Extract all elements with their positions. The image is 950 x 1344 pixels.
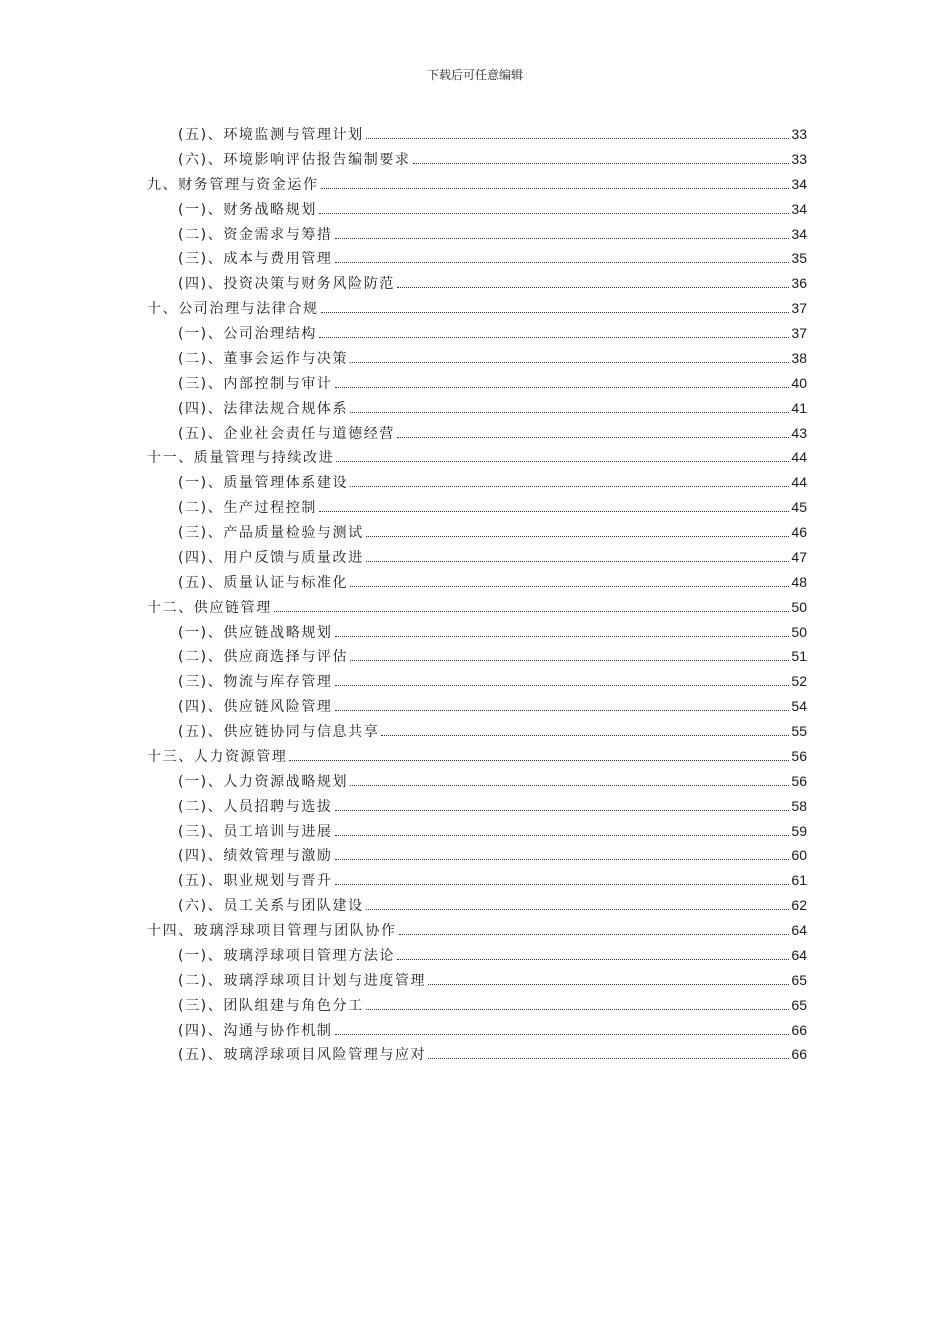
toc-entry[interactable] bbox=[147, 273, 807, 298]
toc-entry[interactable] bbox=[147, 671, 807, 696]
toc-entry-label: 十二、供应链管理 bbox=[147, 599, 272, 616]
toc-entry[interactable] bbox=[147, 870, 807, 895]
toc-entry-page-number: 34 bbox=[791, 225, 807, 242]
table-of-contents bbox=[147, 124, 807, 1069]
toc-entry-page-number: 64 bbox=[791, 922, 807, 938]
toc-entry-page-number: 41 bbox=[791, 399, 807, 416]
toc-entry[interactable] bbox=[147, 447, 807, 472]
toc-entry[interactable] bbox=[147, 970, 807, 995]
toc-entry-label: (一)、质量管理体系建设 bbox=[178, 475, 349, 492]
toc-entry[interactable] bbox=[147, 895, 807, 920]
toc-entry-page-number: 44 bbox=[791, 474, 807, 491]
toc-entry-label: (三)、员工培训与进展 bbox=[178, 823, 333, 840]
toc-entry-page-number: 59 bbox=[791, 822, 807, 839]
toc-dot-leader bbox=[366, 561, 790, 562]
toc-entry[interactable] bbox=[147, 149, 807, 174]
toc-entry[interactable] bbox=[147, 1044, 807, 1069]
toc-entry-page-number: 35 bbox=[791, 250, 807, 267]
toc-dot-leader bbox=[350, 412, 789, 413]
toc-entry-page-number: 54 bbox=[791, 698, 807, 715]
toc-entry[interactable] bbox=[147, 298, 807, 323]
toc-entry-page-number: 43 bbox=[791, 424, 807, 441]
toc-entry-page-number: 40 bbox=[791, 374, 807, 391]
toc-entry-label: (三)、团队组建与角色分工 bbox=[178, 997, 364, 1014]
toc-entry-label: (六)、员工关系与团队建设 bbox=[178, 898, 364, 915]
toc-entry-label: (五)、职业规划与晋升 bbox=[178, 873, 333, 890]
toc-entry-label: (一)、供应链战略规划 bbox=[178, 624, 333, 641]
toc-dot-leader bbox=[319, 337, 789, 338]
toc-dot-leader bbox=[336, 461, 789, 462]
toc-entry[interactable] bbox=[147, 199, 807, 224]
toc-dot-leader bbox=[366, 138, 790, 139]
toc-entry-page-number: 44 bbox=[791, 449, 807, 466]
toc-entry[interactable] bbox=[147, 522, 807, 547]
toc-dot-leader bbox=[335, 710, 790, 711]
toc-dot-leader bbox=[413, 163, 790, 164]
toc-dot-leader bbox=[428, 984, 789, 985]
toc-entry[interactable] bbox=[147, 597, 807, 622]
toc-entry[interactable] bbox=[147, 423, 807, 448]
toc-entry-page-number: 51 bbox=[791, 648, 807, 665]
toc-entry-page-number: 33 bbox=[791, 150, 807, 167]
toc-entry-page-number: 66 bbox=[791, 1021, 807, 1038]
toc-entry[interactable] bbox=[147, 746, 807, 771]
toc-entry-label: (三)、内部控制与审计 bbox=[178, 375, 333, 392]
toc-entry-label: (五)、环境监测与管理计划 bbox=[178, 127, 364, 143]
toc-entry-page-number: 60 bbox=[791, 847, 807, 864]
toc-dot-leader bbox=[366, 536, 790, 537]
toc-entry[interactable] bbox=[147, 696, 807, 721]
toc-entry-label: (二)、供应商选择与评估 bbox=[178, 649, 349, 666]
toc-dot-leader bbox=[366, 1009, 790, 1010]
toc-entry-page-number: 56 bbox=[791, 747, 807, 764]
toc-entry[interactable] bbox=[147, 248, 807, 273]
toc-entry-page-number: 52 bbox=[791, 673, 807, 690]
toc-entry-page-number: 34 bbox=[791, 200, 807, 217]
toc-entry-label: (三)、产品质量检验与测试 bbox=[178, 525, 364, 541]
toc-entry-page-number: 37 bbox=[791, 300, 807, 317]
toc-dot-leader bbox=[350, 362, 789, 363]
toc-entry-label: (一)、公司治理结构 bbox=[178, 326, 317, 342]
toc-dot-leader bbox=[335, 884, 790, 885]
toc-entry-page-number: 45 bbox=[791, 499, 807, 516]
toc-entry-label: (五)、玻璃浮球项目风险管理与应对 bbox=[178, 1047, 427, 1064]
toc-entry-label: (四)、用户反馈与质量改进 bbox=[178, 549, 364, 566]
toc-entry-label: (三)、物流与库存管理 bbox=[178, 674, 333, 691]
toc-entry[interactable] bbox=[147, 622, 807, 647]
toc-entry-label: 九、财务管理与资金运作 bbox=[147, 176, 319, 193]
toc-entry-label: (五)、企业社会责任与道德经营 bbox=[178, 425, 395, 442]
toc-entry-page-number: 33 bbox=[791, 126, 807, 142]
toc-entry-page-number: 58 bbox=[791, 797, 807, 814]
toc-entry-page-number: 66 bbox=[791, 1046, 807, 1063]
toc-entry-label: (一)、人力资源战略规划 bbox=[178, 773, 349, 790]
toc-dot-leader bbox=[381, 735, 789, 736]
toc-entry-label: (四)、法律法规合规体系 bbox=[178, 400, 349, 417]
toc-entry[interactable] bbox=[147, 721, 807, 746]
toc-dot-leader bbox=[335, 835, 790, 836]
toc-entry-page-number: 50 bbox=[791, 598, 807, 615]
toc-dot-leader bbox=[335, 238, 790, 239]
toc-entry[interactable] bbox=[147, 945, 807, 970]
toc-dot-leader bbox=[335, 859, 790, 860]
toc-entry[interactable] bbox=[147, 771, 807, 796]
toc-entry-page-number: 46 bbox=[791, 524, 807, 540]
toc-entry[interactable] bbox=[147, 174, 807, 199]
toc-entry[interactable] bbox=[147, 920, 807, 945]
toc-entry-label: (二)、董事会运作与决策 bbox=[178, 350, 349, 367]
toc-dot-leader bbox=[428, 1058, 789, 1059]
toc-dot-leader bbox=[350, 785, 789, 786]
toc-entry-label: (六)、环境影响评估报告编制要求 bbox=[178, 151, 411, 168]
toc-entry-page-number: 56 bbox=[791, 772, 807, 789]
toc-entry[interactable] bbox=[147, 1020, 807, 1045]
toc-entry[interactable] bbox=[147, 547, 807, 572]
toc-entry-page-number: 37 bbox=[791, 325, 807, 341]
toc-entry-label: (一)、财务战略规划 bbox=[178, 201, 317, 218]
toc-entry-page-number: 62 bbox=[791, 897, 807, 914]
toc-entry[interactable] bbox=[147, 572, 807, 597]
toc-entry[interactable] bbox=[147, 224, 807, 249]
toc-entry-page-number: 65 bbox=[791, 996, 807, 1013]
toc-entry-page-number: 65 bbox=[791, 971, 807, 988]
toc-entry-label: (一)、玻璃浮球项目管理方法论 bbox=[178, 947, 395, 964]
toc-entry[interactable] bbox=[147, 796, 807, 821]
toc-entry-page-number: 55 bbox=[791, 723, 807, 739]
toc-entry-label: (五)、供应链协同与信息共享 bbox=[178, 724, 380, 740]
toc-dot-leader bbox=[289, 760, 789, 761]
toc-entry-label: 十四、玻璃浮球项目管理与团队协作 bbox=[147, 923, 397, 939]
toc-dot-leader bbox=[350, 586, 789, 587]
toc-entry-label: 十一、质量管理与持续改进 bbox=[147, 450, 335, 467]
toc-dot-leader bbox=[366, 909, 790, 910]
toc-dot-leader bbox=[335, 1034, 790, 1035]
toc-entry-label: (四)、供应链风险管理 bbox=[178, 699, 333, 716]
toc-dot-leader bbox=[319, 511, 789, 512]
toc-entry-label: (四)、绩效管理与激励 bbox=[178, 848, 333, 865]
toc-dot-leader bbox=[335, 387, 790, 388]
toc-dot-leader bbox=[335, 810, 790, 811]
toc-dot-leader bbox=[397, 959, 789, 960]
toc-entry-label: (四)、沟通与协作机制 bbox=[178, 1022, 333, 1039]
toc-entry[interactable] bbox=[147, 398, 807, 423]
toc-entry[interactable] bbox=[147, 646, 807, 671]
toc-entry-page-number: 64 bbox=[791, 946, 807, 963]
toc-entry[interactable] bbox=[147, 995, 807, 1020]
toc-entry[interactable] bbox=[147, 497, 807, 522]
toc-dot-leader bbox=[335, 636, 790, 637]
toc-dot-leader bbox=[397, 287, 789, 288]
toc-entry-page-number: 34 bbox=[791, 175, 807, 192]
toc-dot-leader bbox=[321, 188, 790, 189]
toc-entry-label: (二)、生产过程控制 bbox=[178, 500, 317, 517]
toc-dot-leader bbox=[397, 437, 789, 438]
toc-entry-label: (四)、投资决策与财务风险防范 bbox=[178, 276, 395, 293]
toc-dot-leader bbox=[350, 660, 789, 661]
toc-entry-label: 十三、人力资源管理 bbox=[147, 748, 288, 765]
toc-entry[interactable] bbox=[147, 348, 807, 373]
toc-entry[interactable] bbox=[147, 821, 807, 846]
toc-dot-leader bbox=[335, 685, 790, 686]
toc-entry[interactable] bbox=[147, 323, 807, 348]
toc-entry-page-number: 48 bbox=[791, 573, 807, 590]
toc-dot-leader bbox=[321, 312, 790, 313]
page-header: 下载后可任意编辑 bbox=[426, 68, 523, 82]
toc-entry[interactable] bbox=[147, 472, 807, 497]
toc-entry-page-number: 36 bbox=[791, 275, 807, 292]
toc-dot-leader bbox=[319, 213, 789, 214]
toc-entry-label: (三)、成本与费用管理 bbox=[178, 251, 333, 268]
toc-entry-label: (二)、玻璃浮球项目计划与进度管理 bbox=[178, 972, 427, 989]
toc-dot-leader bbox=[350, 486, 789, 487]
toc-entry[interactable] bbox=[147, 845, 807, 870]
toc-entry-page-number: 47 bbox=[791, 548, 807, 565]
toc-entry-label: (二)、资金需求与筹措 bbox=[178, 226, 333, 243]
toc-entry-label: 十、公司治理与法律合规 bbox=[147, 301, 319, 318]
toc-entry[interactable] bbox=[147, 373, 807, 398]
toc-entry-page-number: 61 bbox=[791, 872, 807, 889]
toc-entry-label: (二)、人员招聘与选拔 bbox=[178, 798, 333, 815]
toc-entry-page-number: 50 bbox=[791, 623, 807, 640]
toc-dot-leader bbox=[335, 262, 790, 263]
toc-entry[interactable] bbox=[147, 124, 807, 149]
toc-dot-leader bbox=[399, 934, 790, 935]
toc-dot-leader bbox=[274, 611, 790, 612]
toc-entry-page-number: 38 bbox=[791, 349, 807, 366]
toc-entry-label: (五)、质量认证与标准化 bbox=[178, 574, 349, 591]
